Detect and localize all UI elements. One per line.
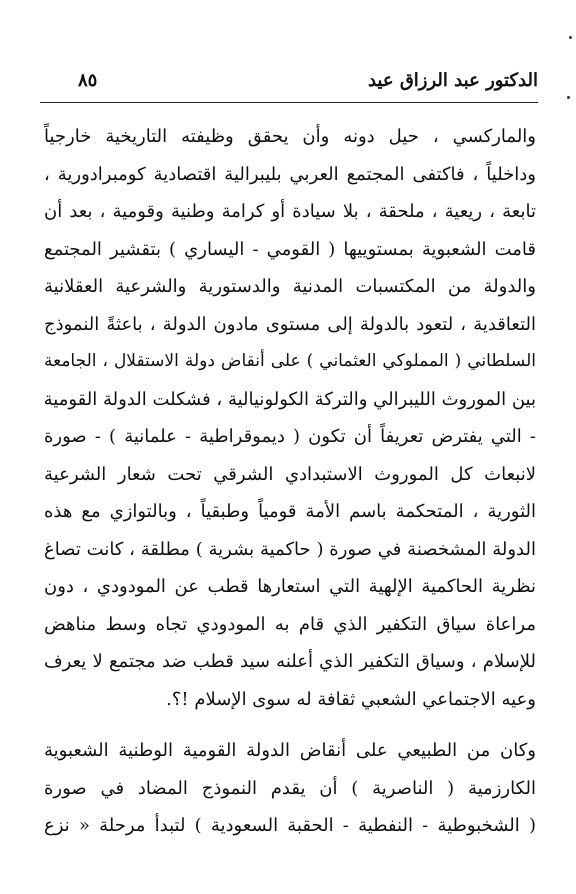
running-head-author: الدكتور عبد الرزاق عيد <box>367 70 538 91</box>
body-text <box>44 118 536 845</box>
text-line: ( الشخبوطية - النفطية - الحقبة السعودية ) لتبدأ مرحلة « نزع <box>44 815 536 836</box>
text-line: نظرية الحاكمية الإلهية التي استعارها قطب عن المودودي ، دون <box>44 576 536 597</box>
text-line: الدولة المشخصنة في صورة ( حاكمية بشرية ) مطلقة ، كانت تصاغ <box>44 538 536 560</box>
text-line: مراعاة سياق التكفير الذي قام به المودودي تجاه وسط مناهض <box>44 613 536 635</box>
text-line: والماركسي ، حيل دونه وأن يحقق وظيفته التاريخية خارجياً <box>44 126 536 147</box>
text-line: تابعة ، ريعية ، ملحقة ، بلا سيادة أو كرامة وطنية وقومية ، بعد أن <box>44 201 536 222</box>
text-line: لانبعاث كل الموروث الاستبدادي الشرقي تحت شعار الشرعية <box>44 463 536 485</box>
text-line: والدولة من المكتسبات المدنية والدستورية والشرعية العقلانية <box>44 276 536 297</box>
paragraph-spacer <box>44 718 536 732</box>
text-line: بين الموروث الليبرالي والتركة الكولونيالية ، فشكلت الدولة القومية <box>44 388 536 410</box>
text-line: وداخلياً ، فاكتفى المجتمع العربي بليبرالية اقتصادية كومبرادورية ، <box>44 163 536 185</box>
text-line: للإسلام ، وسياق التكفير الذي أعلنه سيد قطب ضد مجتمع لا يعرف <box>44 651 536 672</box>
text-line: - التي يفترض تعريفاً أن تكون ( ديموقراطية - علمانية ) - صورة <box>44 426 536 447</box>
text-line: قامت الشعبوية بمستوييها ( القومي - اليساري ) بتقشير المجتمع <box>44 238 536 260</box>
page-speck <box>567 96 570 99</box>
text-line: وكان من الطبيعي على أنقاض الدولة القومية الوطنية الشعبوية <box>44 740 536 761</box>
text-line: التعاقدية ، لتعود بالدولة إلى مستوى مادون الدولة ، باعثةً النموذج <box>44 313 536 335</box>
paragraph-1 <box>44 118 536 718</box>
text-line: السلطاني ( المملوكي العثماني ) على أنقاض دولة الاستقلال ، الجامعة <box>44 351 536 371</box>
text-line: الكارزمية ( الناصرية ) أن يقدم النموذج المضاد في صورة <box>44 777 536 799</box>
page-speck <box>569 36 572 39</box>
text-line: وعيه الاجتماعي الشعبي ثقافة له سوى الإسلام !؟. <box>166 688 536 710</box>
page-number: ٨٥ <box>78 70 98 91</box>
paragraph-2 <box>44 732 536 845</box>
page-header <box>40 66 538 103</box>
text-line: الثورية ، المتحكمة باسم الأمة قومياً وطبقياً ، وبالتوازي مع هذه <box>44 501 536 522</box>
